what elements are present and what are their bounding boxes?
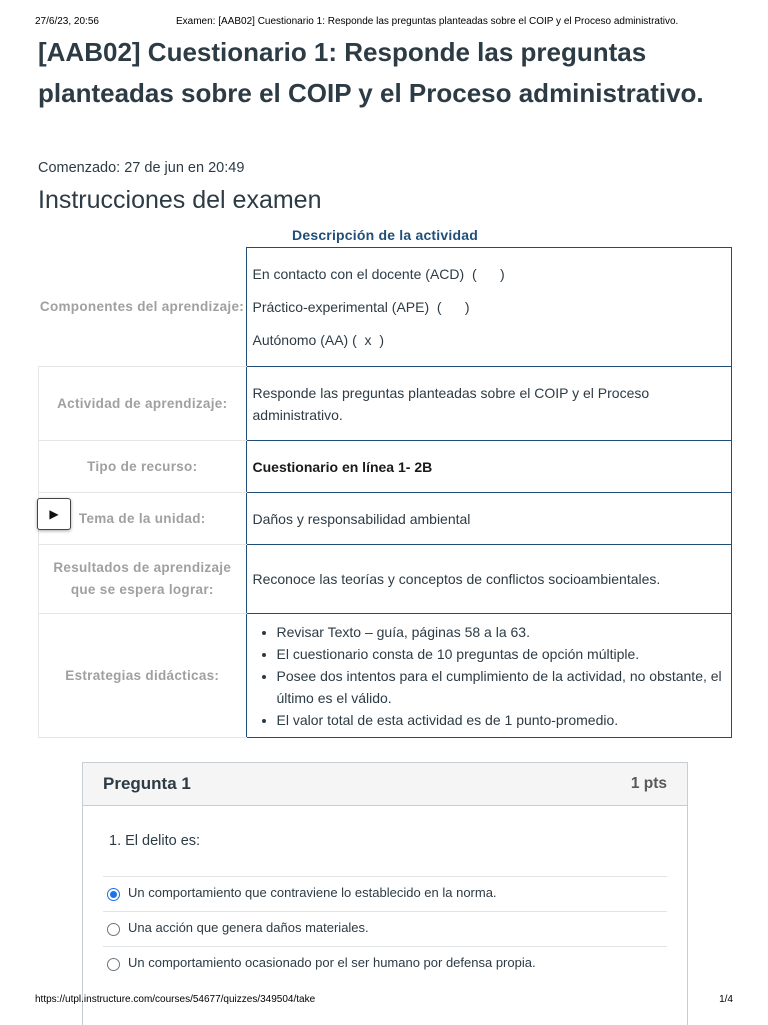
strategy-item: • Revisar Texto – guía, páginas 58 a la 63.: [277, 621, 726, 643]
question-text: 1. El delito es:: [109, 833, 201, 849]
components-value: [246, 248, 732, 367]
results-row: [39, 545, 732, 614]
radio-icon[interactable]: [107, 958, 120, 971]
activity-description-table: [38, 247, 732, 738]
radio-selected-icon[interactable]: [107, 888, 120, 901]
print-page-title: Examen: [AAB02] Cuestionario 1: Responde las preguntas planteadas sobre el COIP y el Proceso administrativo.: [176, 16, 679, 27]
print-header: [35, 16, 733, 30]
quiz-started-time: Comenzado: 27 de jun en 20:49: [38, 160, 245, 176]
answer-label[interactable]: Un comportamiento ocasionado por el ser humano por defensa propia.: [128, 955, 536, 970]
play-button[interactable]: [37, 498, 71, 530]
answer-list: [103, 876, 667, 981]
components-row: [39, 248, 732, 367]
print-footer: [35, 994, 733, 1008]
strategy-item: • Posee dos intentos para el cumplimiento de la actividad, no obstante, el último es el válido.: [277, 665, 726, 709]
topic-label: Tema de la unidad:: [39, 493, 247, 545]
activity-description-caption: Descripción de la actividad: [292, 227, 478, 243]
resource-label: Tipo de recurso:: [39, 441, 247, 493]
topic-value: Daños y responsabilidad ambiental: [246, 493, 732, 545]
quiz-title: [AAB02] Cuestionario 1: Responde las preguntas planteadas sobre el COIP y el Proceso administrativo.: [38, 37, 704, 108]
results-value: Reconoce las teorías y conceptos de conflictos socioambientales.: [246, 545, 732, 614]
strategies-label: Estrategias didácticas:: [39, 614, 247, 738]
topic-row: [39, 493, 732, 545]
answer-option[interactable]: [103, 946, 667, 981]
print-datetime: 27/6/23, 20:56: [35, 16, 99, 27]
strategies-value: [246, 614, 732, 738]
strategy-item: • El cuestionario consta de 10 preguntas de opción múltiple.: [277, 643, 726, 665]
play-icon: ▶: [49, 507, 59, 521]
answer-option[interactable]: [103, 876, 667, 911]
radio-icon[interactable]: [107, 923, 120, 936]
answer-label[interactable]: Un comportamiento que contraviene lo establecido en la norma.: [128, 885, 497, 900]
answer-label[interactable]: Una acción que genera daños materiales.: [128, 920, 369, 935]
component-acd: En contacto con el docente (ACD) ( ): [252, 265, 505, 282]
print-url: https://utpl.instructure.com/courses/54677/quizzes/349504/take: [35, 994, 316, 1005]
results-label: Resultados de aprendizaje que se espera lograr:: [39, 545, 247, 614]
answer-option[interactable]: [103, 911, 667, 946]
activity-label: Actividad de aprendizaje:: [39, 367, 247, 441]
question-points: 1 pts: [630, 775, 667, 792]
instructions-heading: Instrucciones del examen: [38, 186, 322, 214]
component-aa: Autónomo (AA) ( x ): [252, 331, 384, 348]
strategies-list: [253, 621, 726, 731]
component-ape: Práctico-experimental (APE) ( ): [252, 298, 470, 315]
strategies-row: [39, 614, 732, 738]
resource-row: [39, 441, 732, 493]
activity-value: Responde las preguntas planteadas sobre el COIP y el Proceso administrativo.: [246, 367, 732, 441]
strategy-item: • El valor total de esta actividad es de 1 punto-promedio.: [277, 709, 726, 731]
components-label: Componentes del aprendizaje:: [39, 248, 247, 367]
question-header: [83, 763, 687, 806]
question-card: [82, 762, 688, 1025]
print-page-number: 1/4: [719, 994, 733, 1005]
question-name: Pregunta 1: [103, 774, 191, 793]
resource-value-text: Cuestionario en línea 1- 2B: [252, 458, 433, 475]
activity-row: [39, 367, 732, 441]
resource-value: [246, 441, 732, 493]
